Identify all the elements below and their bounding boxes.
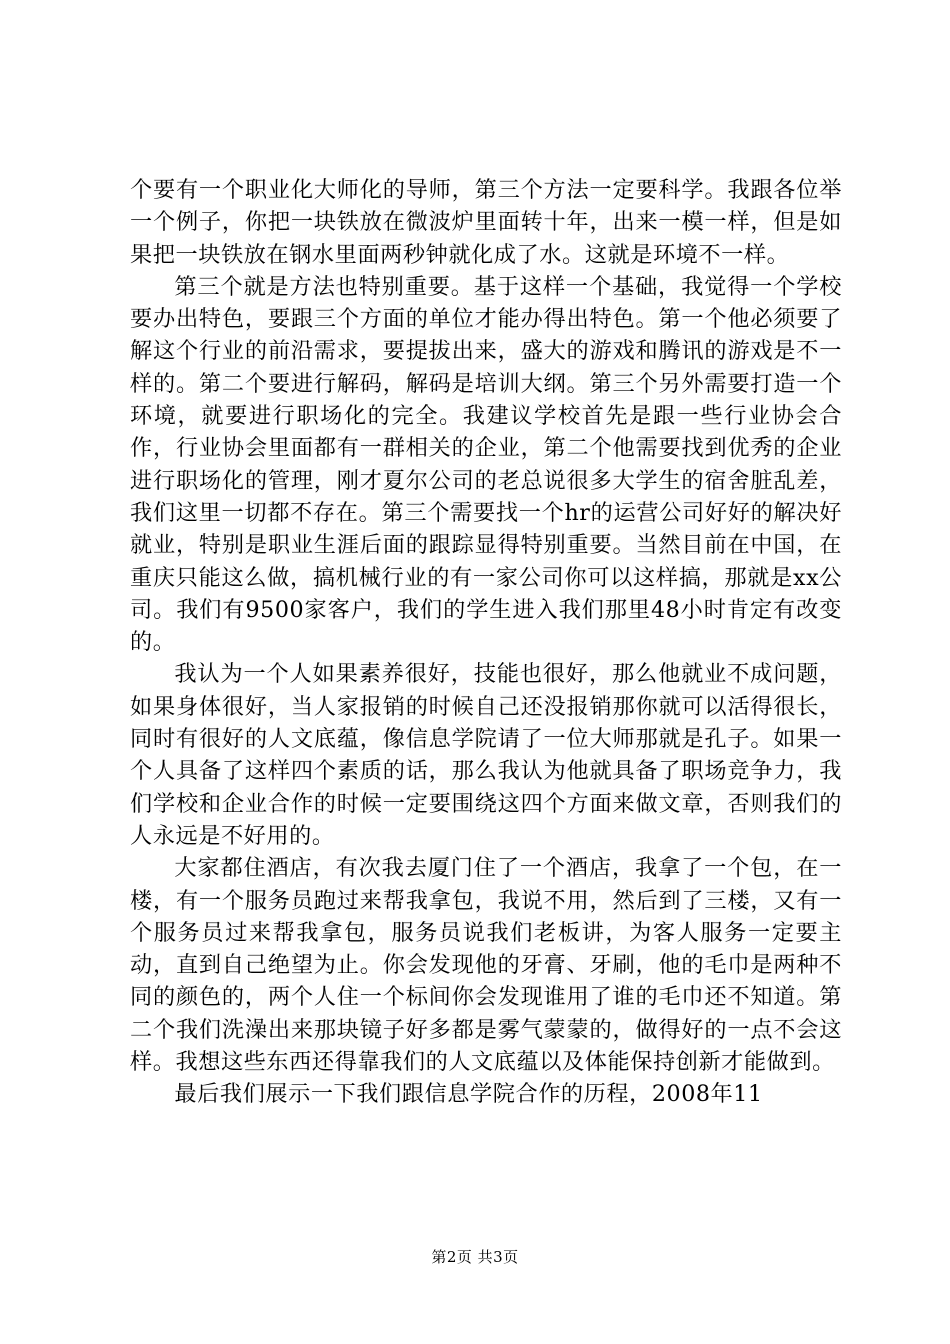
paragraph: 第三个就是方法也特别重要。基于这样一个基础，我觉得一个学校要办出特色，要跟三个方面的单位才能办得出特色。第一个他必须要了解这个行业的前沿需求，要提拔出来，盛大的游戏和腾讯的游戏是不一样的。第二个要进行解码，解码是培训大纲。第三个另外需要打造一个环境，就要进行职场化的完全。我建议学校首先是跟一些行业协会合作，行业协会里面都有一群相关的企业，第二个他需要找到优秀的企业进行职场化的管理，刚才夏尔公司的老总说很多大学生的宿舍脏乱差，我们这里一切都不存在。第三个需要找一个hr的运营公司好好的解决好就业，特别是职业生涯后面的跟踪显得特别重要。当然目前在中国，在重庆只能这么做，搞机械行业的有一家公司你可以这样搞，那就是xx公司。我们有9500家客户，我们的学生进入我们那里48小时肯定有改变的。: [130, 273, 842, 656]
paragraph: 最后我们展示一下我们跟信息学院合作的历程，2008年11: [174, 1081, 763, 1108]
document-body: [130, 174, 842, 1111]
paragraph: 我认为一个人如果素养很好，技能也很好，那么他就业不成问题，如果身体很好，当人家报销的时候自己还没报销那你就可以活得很长，同时有很好的人文底蕴，像信息学院请了一位大师那就是孔子。如果一个人具备了这样四个素质的话，那么我认为他就具备了职场竞争力，我们学校和企业合作的时候一定要围绕这四个方面来做文章，否则我们的人永远是不好用的。: [130, 661, 842, 849]
paragraph: 个要有一个职业化大师化的导师，第三个方法一定要科学。我跟各位举一个例子，你把一块铁放在微波炉里面转十年，出来一模一样，但是如果把一块铁放在钢水里面两秒钟就化成了水。这就是环境不一样。: [130, 177, 842, 268]
paragraph: 大家都住酒店，有次我去厦门住了一个酒店，我拿了一个包，在一楼，有一个服务员跑过来帮我拿包，我说不用，然后到了三楼，又有一个服务员过来帮我拿包，服务员说我们老板讲，为客人服务一定要主动，直到自己绝望为止。你会发现他的牙膏、牙刷，他的毛巾是两种不同的颜色的，两个人住一个标间你会发现谁用了谁的毛巾还不知道。第二个我们洗澡出来那块镜子好多都是雾气蒙蒙的，做得好的一点不会这样。我想这些东西还得靠我们的人文底蕴以及体能保持创新才能做到。: [130, 855, 842, 1076]
page-footer: 第2页 共3页: [431, 1248, 519, 1266]
